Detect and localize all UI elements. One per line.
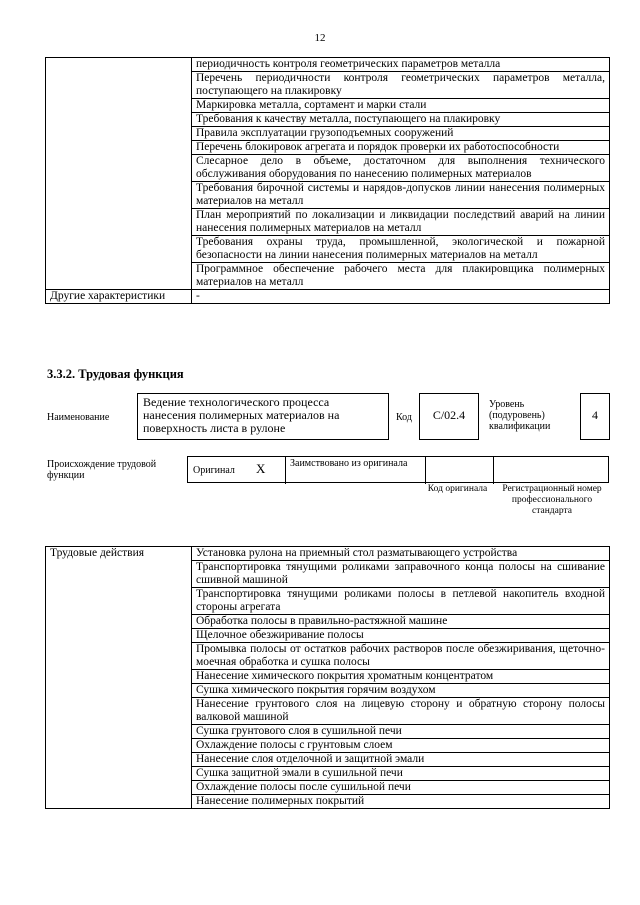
other-characteristics-value: -	[192, 290, 610, 304]
table-cell: Обработка полосы в правильно-растяжной машине	[192, 615, 610, 629]
empty-label-cell	[46, 58, 192, 290]
original-mark: X	[256, 461, 266, 476]
table-cell: Требования охраны труда, промышленной, экологической и пожарной безопасности на линии нанесения полимерных материалов на металл	[192, 236, 610, 263]
origin-code-label: Код оригинала	[427, 484, 488, 494]
table-cell: Сушка защитной эмали в сушильной печи	[192, 767, 610, 781]
table-cell: Охлаждение полосы с грунтовым слоем	[192, 739, 610, 753]
table-cell: Сушка химического покрытия горячим воздухом	[192, 684, 610, 698]
table-cell: Установка рулона на приемный стол разматывающего устройства	[192, 547, 610, 561]
work-actions-table	[45, 546, 610, 809]
table-cell: Охлаждение полосы после сушильной печи	[192, 781, 610, 795]
function-name-box: Ведение технологического процесса нанесения полимерных материалов на поверхность листа в рулоне	[137, 393, 389, 440]
original-label: Оригинал	[193, 465, 235, 476]
table-cell: Перечень периодичности контроля геометрических параметров металла, поступающего на плакировку	[192, 72, 610, 99]
table-cell: Требования бирочной системы и нарядов-допусков линии нанесения полимерных материалов на металл	[192, 182, 610, 209]
borrowed-label: Заимствовано из оригинала	[290, 458, 408, 469]
table-cell: Нанесение слоя отделочной и защитной эмали	[192, 753, 610, 767]
table-cell: Транспортировка тянущими роликами заправочного конца полосы на сшивание сшивной машиной	[192, 561, 610, 588]
table-cell: Нанесение химического покрытия хроматным концентратом	[192, 670, 610, 684]
table-cell: Перечень блокировок агрегата и порядок проверки их работоспособности	[192, 141, 610, 155]
code-label: Код	[396, 412, 412, 423]
table-cell: периодичность контроля геометрических параметров металла	[192, 58, 610, 72]
page-number: 12	[314, 32, 326, 44]
table-row	[46, 290, 610, 304]
name-label: Наименование	[47, 412, 110, 423]
table-cell: Нанесение полимерных покрытий	[192, 795, 610, 809]
other-characteristics-label: Другие характеристики	[46, 290, 192, 304]
divider	[493, 457, 494, 484]
reg-number-label: Регистрационный номер профессионального стандарта	[502, 484, 602, 516]
work-actions-label: Трудовые действия	[46, 547, 192, 809]
divider	[425, 457, 426, 484]
table-cell: Правила эксплуатации грузоподъемных сооружений	[192, 127, 610, 141]
table-cell: Промывка полосы от остатков рабочих растворов после обезжиривания, щеточно-моечная обработка и сушка полосы	[192, 643, 610, 670]
section-title: 3.3.2. Трудовая функция	[47, 367, 184, 381]
table-cell: План мероприятий по локализации и ликвидации последствий аварий на линии нанесения полимерных материалов на металл	[192, 209, 610, 236]
table-cell: Нанесение грунтового слоя на лицевую сторону и обратную сторону полосы валковой машиной	[192, 698, 610, 725]
knowledge-table	[45, 57, 610, 304]
table-cell: Сушка грунтового слоя в сушильной печи	[192, 725, 610, 739]
table-cell: Щелочное обезжиривание полосы	[192, 629, 610, 643]
divider	[285, 457, 286, 484]
origin-box	[187, 456, 609, 483]
table-row	[46, 547, 610, 561]
table-cell: Маркировка металла, сортамент и марки стали	[192, 99, 610, 113]
code-box: С/02.4	[419, 393, 479, 440]
table-cell: Программное обеспечение рабочего места для плакировщика полимерных материалов на металл	[192, 263, 610, 290]
origin-label: Происхождение трудовой функции	[47, 459, 157, 481]
table-cell: Требования к качеству металла, поступающего на плакировку	[192, 113, 610, 127]
level-label: Уровень (подуровень) квалификации	[489, 399, 551, 432]
table-cell: Слесарное дело в объеме, достаточном для выполнения технического обслуживания оборудования по нанесению полимерных материалов	[192, 155, 610, 182]
level-box: 4	[580, 393, 610, 440]
table-row	[46, 58, 610, 72]
table-cell: Транспортировка тянущими роликами полосы в петлевой накопитель входной стороны агрегата	[192, 588, 610, 615]
